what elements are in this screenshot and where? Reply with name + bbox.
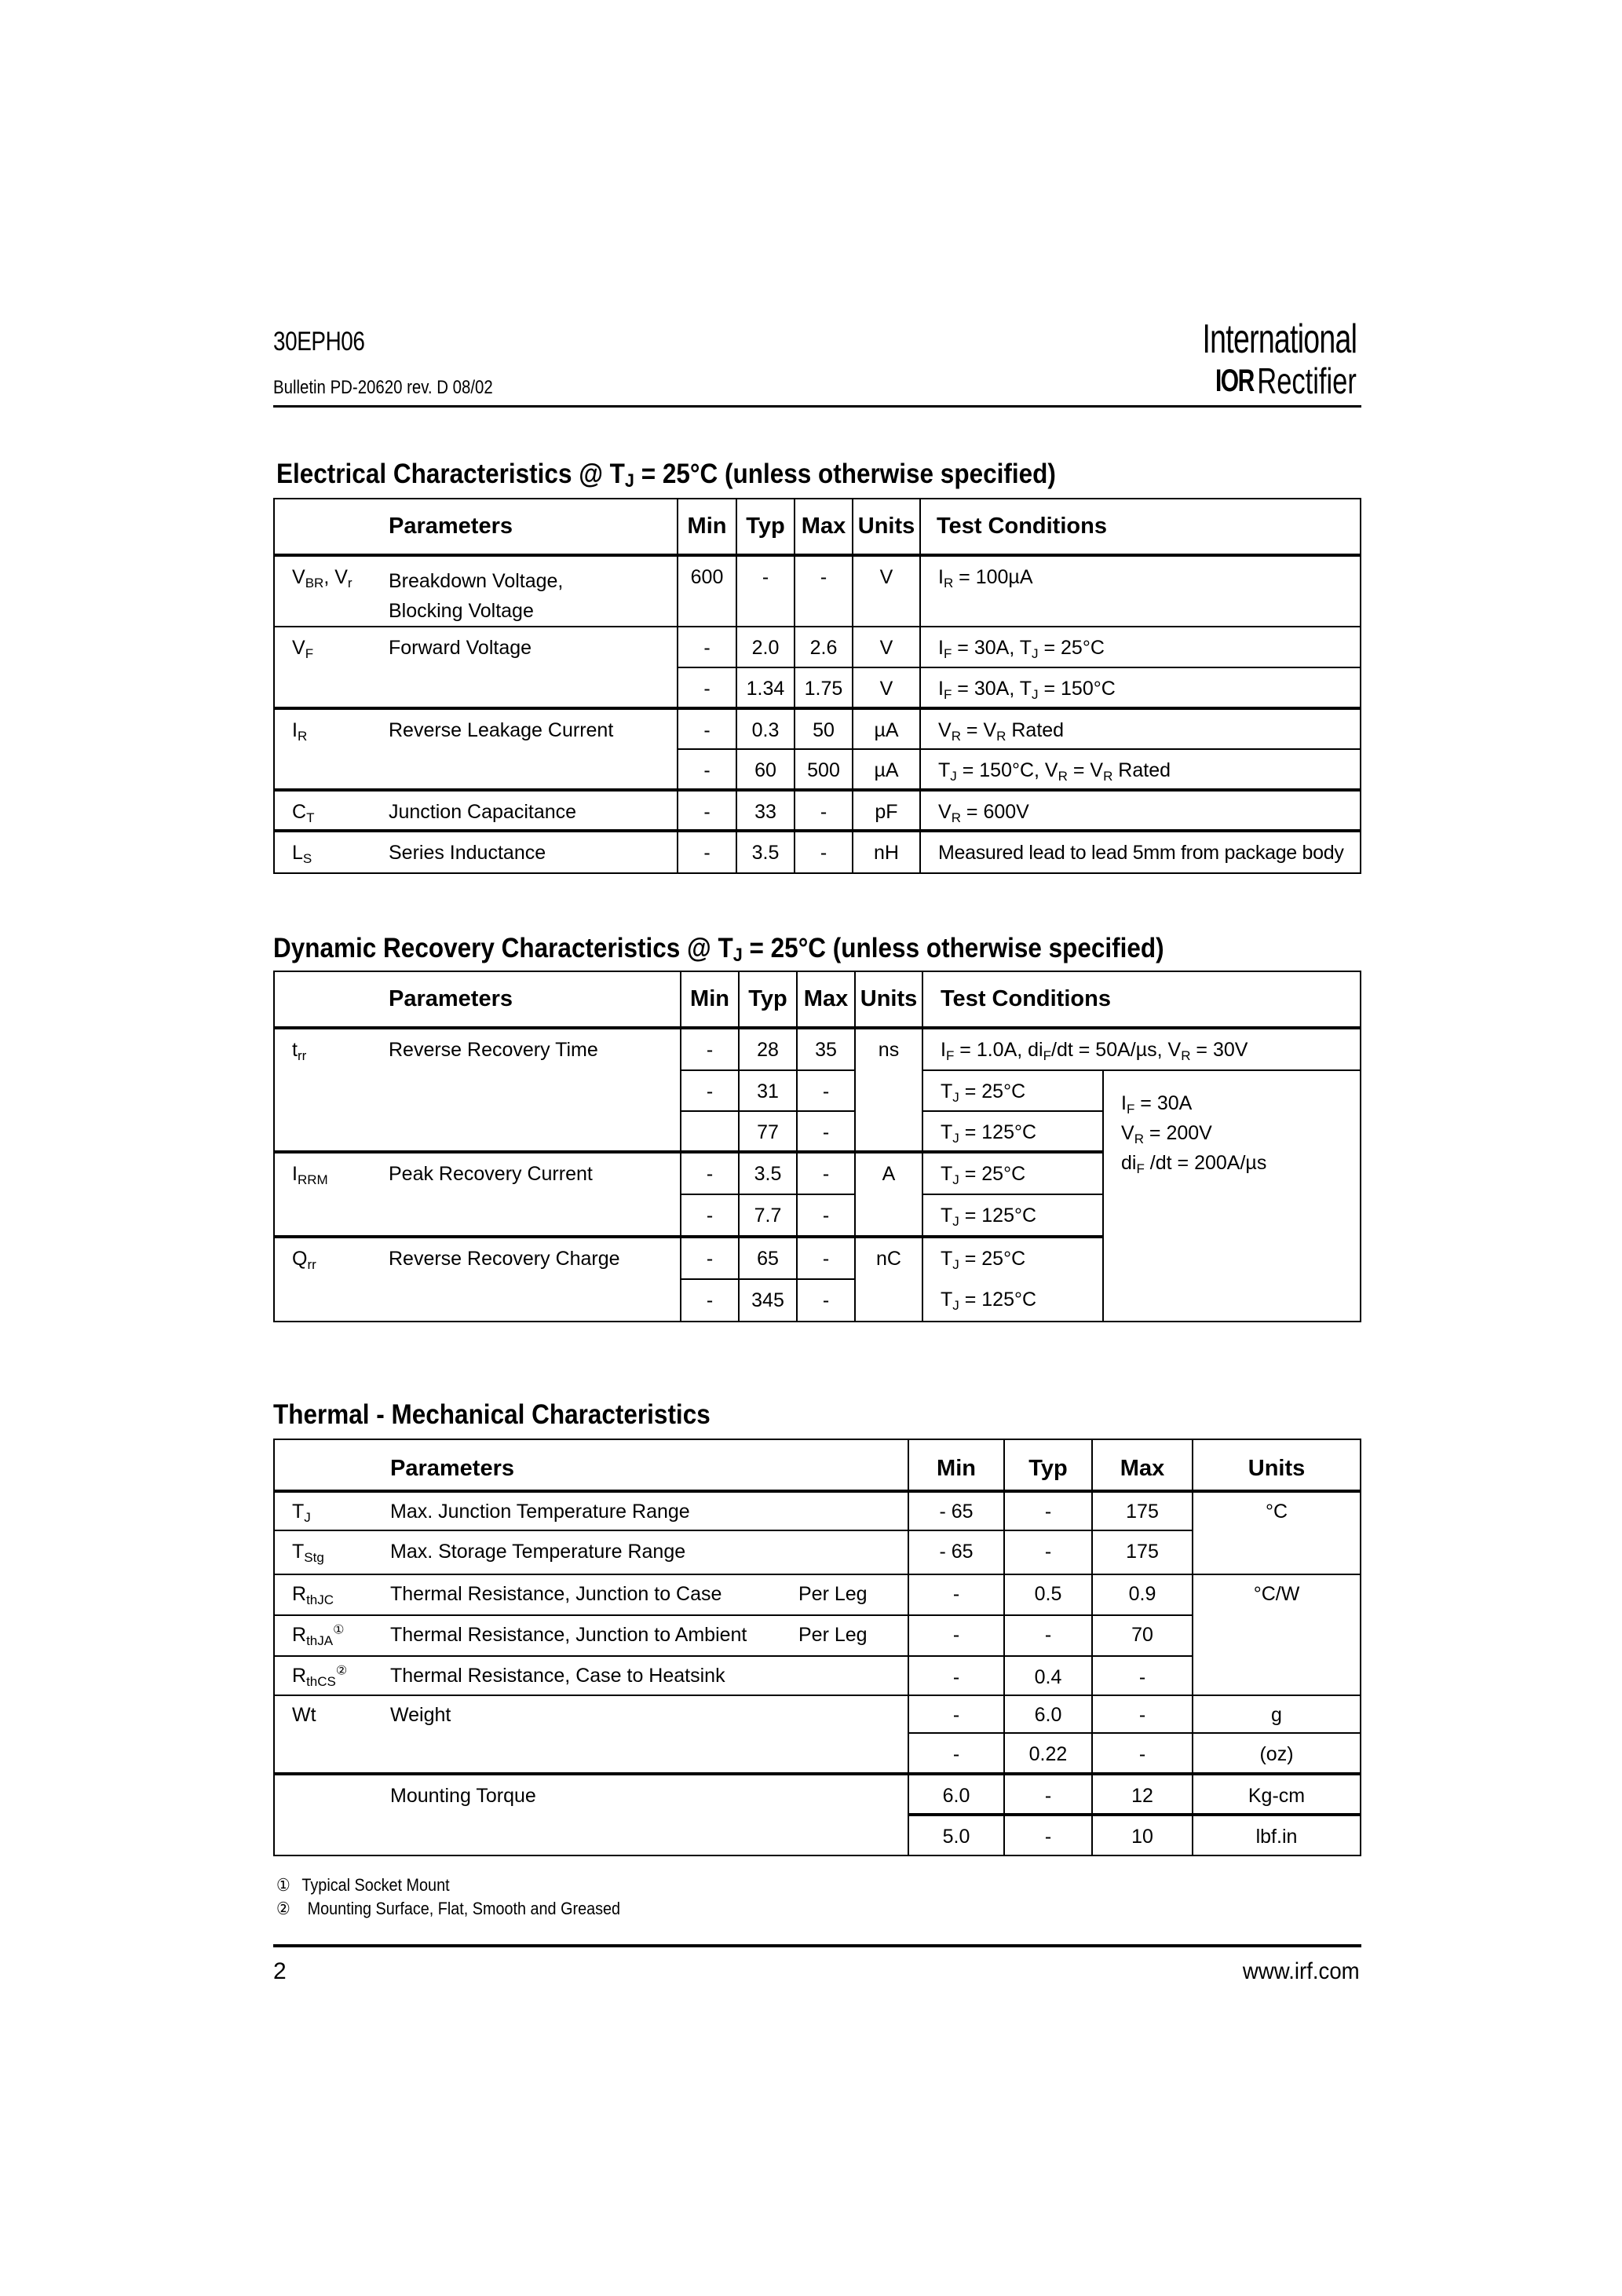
company-logo-international: International (1202, 316, 1357, 362)
company-logo-rectifier: Rectifier (1257, 360, 1357, 401)
header-rule (273, 405, 1361, 408)
dynamic-section-title: Dynamic Recovery Characteristics @ $T_J = 25^\circ C$ (unless otherwise specified) (273, 933, 1164, 966)
symbol-vbr: $V_{BR}$, $V_r$ (274, 555, 389, 627)
param-reverse-leakage-current: Reverse Leakage Current (389, 708, 678, 790)
col-min: Min (678, 499, 736, 555)
page-number: 2 (273, 1958, 287, 1984)
col-parameters: Parameters (389, 499, 678, 555)
param-peak-recovery-current: Peak Recovery Current (389, 1152, 681, 1237)
thermal-section-title: Thermal - Mechanical Characteristics (273, 1399, 711, 1430)
symbol-qrr: $Q_{rr}$ (274, 1237, 389, 1322)
table-row: $t_{rr}$ Reverse Recovery Time - 28 35 ns $I_F = 1.0A$, $di_F/dt = 50A/\mu s$, $V_R = 30V$ (274, 1028, 1361, 1070)
table-row: Wt Weight - 6.0 - g (274, 1695, 1361, 1733)
table-row: $R_{thCS}^②$ Thermal Resistance, Case to Heatsink - 0.4 - (274, 1656, 1361, 1695)
symbol-irrm: $I_{RRM}$ (274, 1152, 389, 1237)
col-units: Units (853, 499, 920, 555)
table-row: - 0.22 - (oz) (274, 1733, 1361, 1774)
table-row: - 60 500 µA $T_J = 150^\circ C$, $V_R = V_R$ Rated (274, 749, 1361, 790)
footer-rule (273, 1944, 1361, 1947)
bulletin-info: Bulletin PD-20620 rev. D 08/02 (273, 377, 493, 398)
symbol-ct: $C_T$ (274, 790, 389, 831)
table-row: - 7.7 - $T_J = 125^\circ C$ (274, 1194, 1361, 1237)
dynamic-recovery-table (273, 971, 1361, 1322)
table-row: $R_{thJA}^①$ Thermal Resistance, Junction to Ambient Per Leg - - 70 (274, 1615, 1361, 1656)
table-header-row: Parameters Min Typ Max Units (274, 1439, 1361, 1491)
col-max: Max (795, 499, 853, 555)
electrical-characteristics-table (273, 498, 1361, 874)
param-reverse-recovery-charge: Reverse Recovery Charge (389, 1237, 681, 1322)
param-forward-voltage: Forward Voltage (389, 627, 678, 708)
table-row: $L_S$ Series Inductance - 3.5 - nH Measured lead to lead 5mm from package body (274, 831, 1361, 873)
table-row: - 31 - $T_J = 25^\circ C$ $I_F = 30A$ $V_R = 200V$ $di_F$ /dt = 200A/µs (274, 1070, 1361, 1111)
table-row: $R_{thJC}$ Thermal Resistance, Junction to Case Per Leg - 0.5 0.9 °C/W (274, 1574, 1361, 1615)
param-junction-capacitance: Junction Capacitance (389, 790, 678, 831)
col-test-conditions: Test Conditions (920, 499, 1361, 555)
symbol-vf: $V_F$ (274, 627, 389, 708)
table-row: - 1.34 1.75 V $I_F = 30A$, $T_J = 150^\circ C$ (274, 667, 1361, 708)
table-row: $I_{RRM}$ Peak Recovery Current - 3.5 - A $T_J = 25^\circ C$ (274, 1152, 1361, 1194)
table-row: $T_J$ Max. Junction Temperature Range - 65 - 175 °C (274, 1491, 1361, 1530)
table-row: $Q_{rr}$ Reverse Recovery Charge - 65 - nC $T_J = 25^\circ C$ (274, 1237, 1361, 1279)
param-reverse-recovery-time: Reverse Recovery Time (389, 1028, 681, 1152)
part-number: 30EPH06 (273, 327, 365, 356)
electrical-section-title: Electrical Characteristics @ $T_J = 25^\circ C$ (unless otherwise specified) (276, 459, 1056, 492)
table-header-row: Parameters Min Typ Max Units Test Conditions (274, 971, 1361, 1028)
table-row: $V_{BR}$, $V_r$ Breakdown Voltage, Blocking Voltage 600 - - V $I_R = 100\mu A$ (274, 555, 1361, 627)
symbol-ir: $I_R$ (274, 708, 389, 790)
param-breakdown-voltage: Breakdown Voltage, Blocking Voltage (389, 555, 678, 627)
table-row: $V_F$ Forward Voltage - 2.0 2.6 V $I_F = 30A$, $T_J = 25^\circ C$ (274, 627, 1361, 667)
table-header-row (274, 499, 1361, 555)
table-row: Mounting Torque 6.0 - 12 Kg-cm (274, 1774, 1361, 1815)
thermal-mechanical-table (273, 1439, 1361, 1856)
table-row: 5.0 - 10 lbf.in (274, 1815, 1361, 1855)
symbol-ls: $L_S$ (274, 831, 389, 873)
ior-logo-mark-icon: IOR (1215, 363, 1254, 398)
shared-test-conditions: $I_F = 30A$ $V_R = 200V$ $di_F$ /dt = 200A/µs (1103, 1070, 1361, 1322)
company-logo (1215, 360, 1357, 402)
table-row: $C_T$ Junction Capacitance - 33 - pF $V_R = 600V$ (274, 790, 1361, 831)
footnote-2-mark-icon: ② (276, 1899, 290, 1918)
symbol-trr: $t_{rr}$ (274, 1028, 389, 1152)
footnote-1-mark-icon: ① (276, 1875, 290, 1895)
footnote-1: ① Typical Socket Mount (276, 1875, 450, 1895)
param-series-inductance: Series Inductance (389, 831, 678, 873)
footnote-1-ref-icon: ① (333, 1623, 345, 1637)
website-link[interactable]: www.irf.com (1243, 1958, 1360, 1984)
table-row: $T_{Stg}$ Max. Storage Temperature Range - 65 - 175 (274, 1530, 1361, 1574)
table-row: 77 - $T_J = 125^\circ C$ (274, 1111, 1361, 1152)
footnote-2-ref-icon: ② (335, 1664, 348, 1678)
table-row: - 345 - $T_J = 125^\circ C$ (274, 1279, 1361, 1322)
col-typ: Typ (736, 499, 795, 555)
table-row: $I_R$ Reverse Leakage Current - 0.3 50 µA $V_R = V_R$ Rated (274, 708, 1361, 749)
footnote-2: ② Mounting Surface, Flat, Smooth and Greased (276, 1899, 621, 1918)
